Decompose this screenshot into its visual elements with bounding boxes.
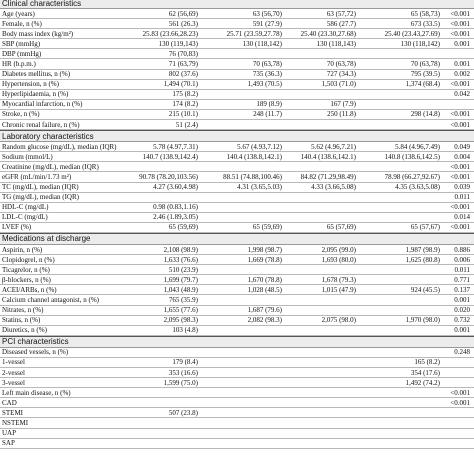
row-label: β-blockers, n (%) (2, 275, 51, 284)
value-cell: 2,082 (98.3) (247, 316, 282, 325)
value-cell: 1,633 (76.6) (163, 255, 198, 264)
row-label: Body mass index (kg/m²) (2, 29, 74, 38)
table-row (0, 193, 474, 203)
value-cell: 1,599 (75.0) (163, 378, 198, 387)
value-cell: 1,043 (48.9) (163, 285, 198, 294)
p-value-cell: 0.002 (454, 70, 470, 79)
p-value-cell: <0.001 (450, 398, 470, 407)
row-label: Diuretics, n (%) (2, 326, 47, 335)
table-row (0, 100, 474, 110)
row-label: Left main disease, n (%) (2, 388, 71, 397)
table-row (0, 19, 474, 29)
value-cell: 140.4 (138.6,142.1) (300, 152, 356, 161)
value-cell: 1,670 (78.8) (247, 275, 282, 284)
row-label: SAP (2, 439, 15, 448)
value-cell: 1,492 (74.2) (405, 378, 440, 387)
value-cell: 103 (4.8) (172, 326, 198, 335)
value-cell: 586 (27.7) (326, 19, 356, 28)
table-row (0, 9, 474, 19)
value-cell: 4.35 (3.63,5.08) (395, 183, 440, 192)
row-label: Stroke, n (%) (2, 110, 40, 119)
table-row (0, 152, 474, 162)
value-cell: 65 (59,69) (252, 223, 282, 232)
p-value-cell: 0.020 (454, 306, 470, 315)
p-value-cell: 0.248 (454, 348, 470, 357)
p-value-cell: <0.001 (450, 120, 470, 129)
section-header: Medications at discharge (0, 233, 474, 245)
row-label: LDL-C (mg/dL) (2, 213, 48, 222)
value-cell: 510 (23.9) (168, 265, 198, 274)
row-label: Sodium (mmol/L) (2, 152, 53, 161)
value-cell: 591 (27.9) (252, 19, 282, 28)
value-cell: 76 (70,83) (168, 49, 198, 58)
table-row (0, 70, 474, 80)
row-label: eGFR (mL/min/1.73 m²) (2, 172, 72, 181)
value-cell: 1,987 (98.9) (405, 245, 440, 254)
section-header: Laboratory characteristics (0, 130, 474, 142)
value-cell: 1,015 (47.9) (321, 285, 356, 294)
value-cell: 765 (35.9) (168, 295, 198, 304)
value-cell: 1,998 (98.7) (247, 245, 282, 254)
value-cell: 25.40 (23.30,27.68) (300, 29, 356, 38)
p-value-cell: <0.001 (450, 19, 470, 28)
value-cell: 4.31 (3.65,5.03) (237, 183, 282, 192)
value-cell: 65 (59,69) (168, 223, 198, 232)
p-value-cell: 0.886 (454, 245, 470, 254)
table-row (0, 275, 474, 285)
value-cell: 1,970 (98.0) (405, 316, 440, 325)
table-row (0, 388, 474, 398)
row-label: Creatinine (mg/dL), median (IQR) (2, 162, 99, 171)
value-cell: 63 (57,72) (326, 9, 356, 18)
value-cell: 5.78 (4.97,7.31) (153, 142, 198, 151)
table-row (0, 120, 474, 130)
value-cell: 179 (8.4) (172, 358, 198, 367)
table-row (0, 398, 474, 408)
table-row (0, 203, 474, 213)
value-cell: 88.51 (74.88,100.46) (223, 172, 282, 181)
value-cell: 1,669 (78.8) (247, 255, 282, 264)
row-label: CAD (2, 398, 17, 407)
value-cell: 561 (26.3) (168, 19, 198, 28)
row-label: Hyperlipidaemia, n (%) (2, 90, 69, 99)
value-cell: 65 (58,73) (410, 9, 440, 18)
row-label: LVEF (%) (2, 223, 32, 232)
row-label: HDL-C (mg/dL) (2, 203, 49, 212)
value-cell: 167 (7.9) (330, 100, 356, 109)
value-cell: 25.40 (23.43,27.69) (384, 29, 440, 38)
row-label: TG (mg/dL), median (IQR) (2, 193, 79, 202)
table-row (0, 378, 474, 388)
table-row (0, 255, 474, 265)
row-label: Statins, n (%) (2, 316, 41, 325)
value-cell: 78.98 (66.27,92.67) (384, 172, 440, 181)
value-cell: 248 (11.7) (253, 110, 282, 119)
table-row (0, 172, 474, 182)
value-cell: 1,678 (79.3) (321, 275, 356, 284)
value-cell: 140.4 (138.8,142.1) (226, 152, 282, 161)
table-row (0, 348, 474, 358)
value-cell: 1,493 (70.5) (247, 80, 282, 89)
value-cell: 802 (37.6) (168, 70, 198, 79)
table-row (0, 316, 474, 326)
value-cell: 62 (56,69) (168, 9, 198, 18)
value-cell: 215 (10.1) (168, 110, 198, 119)
table-row (0, 358, 474, 368)
value-cell: 5.84 (4.96,7.49) (395, 142, 440, 151)
p-value-cell: <0.001 (450, 172, 470, 181)
table-row (0, 213, 474, 223)
table-row (0, 429, 474, 439)
value-cell: 130 (119,143) (158, 39, 198, 48)
value-cell: 65 (57,67) (410, 223, 440, 232)
row-label: ACEI/ARBs, n (%) (2, 285, 57, 294)
row-label: Myocardial infarction, n (%) (2, 100, 83, 109)
section-header: Clinical characteristics (0, 0, 474, 9)
value-cell: 673 (33.5) (410, 19, 440, 28)
table-row (0, 285, 474, 295)
value-cell: 174 (8.2) (172, 100, 198, 109)
table-row (0, 408, 474, 418)
p-value-cell: 0.049 (454, 142, 470, 151)
value-cell: 4.27 (3.60,4.98) (153, 183, 198, 192)
table-row (0, 29, 474, 39)
row-label: 2-vessel (2, 368, 25, 377)
value-cell: 70 (63,78) (410, 60, 440, 69)
value-cell: 130 (118,142) (242, 39, 282, 48)
value-cell: 250 (11.8) (327, 110, 356, 119)
p-value-cell: 0.137 (454, 285, 470, 294)
table-row (0, 162, 474, 172)
row-label: Aspirin, n (%) (2, 245, 43, 254)
value-cell: 1,699 (79.7) (163, 275, 198, 284)
value-cell: 70 (63,78) (326, 60, 356, 69)
row-label: Clopidogrel, n (%) (2, 255, 55, 264)
row-label: NSTEMI (2, 419, 29, 428)
table-row (0, 80, 474, 90)
value-cell: 1,503 (71.0) (321, 80, 356, 89)
row-label: Female, n (%) (2, 19, 42, 28)
p-value-cell: <0.001 (450, 162, 470, 171)
p-value-cell: <0.001 (450, 388, 470, 397)
value-cell: 65 (57,69) (326, 223, 356, 232)
value-cell: 140.7 (138.9,142.4) (142, 152, 198, 161)
table-row (0, 223, 474, 233)
row-label: TC (mg/dL), median (IQR) (2, 183, 79, 192)
value-cell: 140.8 (138.6,142.5) (384, 152, 440, 161)
p-value-cell: 0.771 (454, 275, 470, 284)
value-cell: 2,095 (98.3) (163, 316, 198, 325)
p-value-cell: 0.001 (454, 295, 470, 304)
p-value-cell: <0.001 (450, 9, 470, 18)
value-cell: 2,095 (99.0) (321, 245, 356, 254)
value-cell: 727 (34.3) (326, 70, 356, 79)
value-cell: 2,108 (98.9) (163, 245, 198, 254)
p-value-cell: 0.039 (454, 183, 470, 192)
p-value-cell: 0.014 (454, 213, 470, 222)
p-value-cell: 0.001 (454, 326, 470, 335)
value-cell: 795 (39.5) (410, 70, 440, 79)
value-cell: 298 (14.8) (410, 110, 440, 119)
p-value-cell: <0.001 (450, 203, 470, 212)
value-cell: 51 (2.4) (175, 120, 198, 129)
value-cell: 735 (36.3) (252, 70, 282, 79)
value-cell: 507 (23.8) (168, 408, 198, 417)
value-cell: 175 (8.2) (172, 90, 198, 99)
value-cell: 130 (118,143) (316, 39, 356, 48)
p-value-cell: 0.011 (454, 265, 470, 274)
table-row (0, 90, 474, 100)
row-label: Hypertension, n (%) (2, 80, 59, 89)
table-row (0, 295, 474, 305)
table-row (0, 368, 474, 378)
table-row (0, 39, 474, 49)
row-label: Ticagrelor, n (%) (2, 265, 50, 274)
value-cell: 84.82 (71.29,98.49) (300, 172, 356, 181)
table-row (0, 142, 474, 152)
value-cell: 1,693 (80.0) (321, 255, 356, 264)
p-value-cell: <0.001 (450, 29, 470, 38)
value-cell: 5.62 (4.96,7.21) (311, 142, 356, 151)
p-value-cell: 0.011 (454, 193, 470, 202)
value-cell: 90.78 (78.20,103.56) (139, 172, 198, 181)
p-value-cell: 0.001 (454, 60, 470, 69)
row-label: UAP (2, 429, 17, 438)
value-cell: 165 (8.2) (414, 358, 440, 367)
row-label: Age (years) (2, 9, 35, 18)
table-row (0, 439, 474, 449)
value-cell: 5.67 (4.93,7.12) (237, 142, 282, 151)
value-cell: 0.98 (0.83,1.16) (153, 203, 198, 212)
value-cell: 63 (56,70) (252, 9, 282, 18)
p-value-cell: 0.732 (454, 316, 470, 325)
value-cell: 2,075 (98.0) (321, 316, 356, 325)
value-cell: 1,655 (77.6) (163, 306, 198, 315)
value-cell: 189 (8.9) (256, 100, 282, 109)
value-cell: 354 (17.6) (410, 368, 440, 377)
row-label: Random glucose (mg/dL), median (IQR) (2, 142, 117, 151)
value-cell: 1,494 (70.1) (163, 80, 198, 89)
value-cell: 4.33 (3.66,5.08) (311, 183, 356, 192)
p-value-cell: 0.001 (454, 39, 470, 48)
section-header: PCI characteristics (0, 336, 474, 348)
row-label: 3-vessel (2, 378, 25, 387)
table-row (0, 306, 474, 316)
table-row (0, 418, 474, 428)
value-cell: 1,028 (48.5) (247, 285, 282, 294)
table-row (0, 265, 474, 275)
table-row (0, 110, 474, 120)
value-cell: 1,625 (80.8) (405, 255, 440, 264)
row-label: Chronic renal failure, n (%) (2, 120, 80, 129)
value-cell: 25.71 (23.59,27.78) (226, 29, 282, 38)
value-cell: 353 (16.6) (168, 368, 198, 377)
p-value-cell: <0.001 (450, 223, 470, 232)
value-cell: 1,374 (68.4) (405, 80, 440, 89)
value-cell: 70 (63,78) (252, 60, 282, 69)
row-label: Diabetes mellitus, n (%) (2, 70, 71, 79)
row-label: Calcium channel antagonist, n (%) (2, 295, 99, 304)
table-row (0, 183, 474, 193)
row-label: HR (b.p.m.) (2, 60, 36, 69)
value-cell: 130 (118,142) (400, 39, 440, 48)
value-cell: 1,687 (79.6) (247, 306, 282, 315)
value-cell: 25.83 (23.66,28.23) (142, 29, 198, 38)
value-cell: 71 (63,79) (168, 60, 198, 69)
table-row (0, 245, 474, 255)
row-label: STEMI (2, 408, 23, 417)
p-value-cell: <0.001 (450, 110, 470, 119)
p-value-cell: <0.001 (450, 80, 470, 89)
p-value-cell: 0.006 (454, 255, 470, 264)
table-row (0, 49, 474, 59)
row-label: SBP (mmHg) (2, 39, 41, 48)
value-cell: 2.46 (1.89,3.05) (153, 213, 198, 222)
table-row (0, 59, 474, 69)
row-label: 1-vessel (2, 358, 25, 367)
row-label: DBP (mmHg) (2, 49, 42, 58)
row-label: Nitrates, n (%) (2, 306, 44, 315)
value-cell: 924 (45.5) (410, 285, 440, 294)
p-value-cell: 0.004 (454, 152, 470, 161)
row-label: Diseased vessels, n (%) (2, 348, 69, 357)
table-row (0, 326, 474, 336)
p-value-cell: 0.042 (454, 90, 470, 99)
